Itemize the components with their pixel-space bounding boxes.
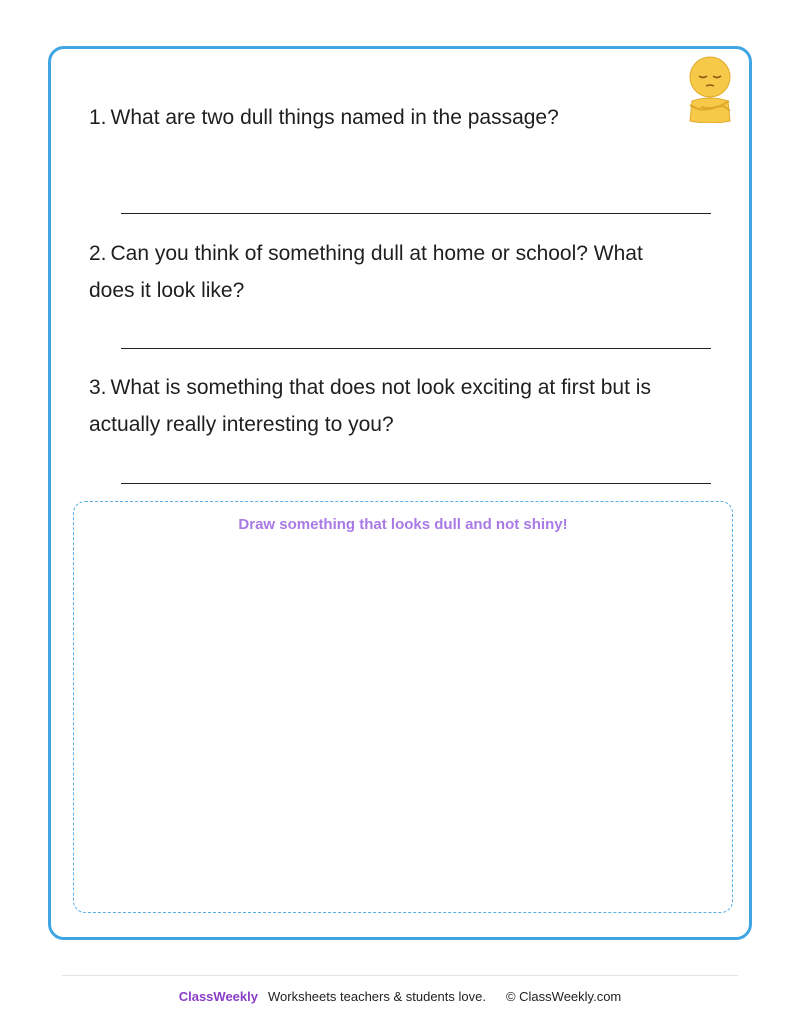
question-text: Can you think of something dull at home or school? What does it look like? (89, 242, 643, 302)
footer-copyright: © ClassWeekly.com (505, 989, 622, 1004)
drawing-prompt: Draw something that looks dull and not shiny! (238, 516, 568, 533)
answer-line-3[interactable] (121, 483, 711, 484)
worksheet-card (48, 46, 752, 940)
answer-line-2[interactable] (121, 348, 711, 349)
question-text: What are two dull things named in the passage? (110, 106, 559, 129)
question-number: 1. (89, 106, 107, 129)
question-3 (89, 369, 689, 443)
footer-tagline: Worksheets teachers & students love. (267, 989, 486, 1004)
sleepy-person-icon (685, 55, 735, 123)
answer-line-1[interactable] (121, 213, 711, 214)
question-number: 3. (89, 376, 107, 399)
question-text: What is something that does not look exciting at first but is actually really interesting to you? (89, 376, 651, 436)
question-2 (89, 235, 689, 309)
footer (0, 989, 800, 1004)
drawing-area[interactable] (73, 501, 733, 913)
question-1 (89, 99, 689, 136)
question-number: 2. (89, 242, 107, 265)
footer-brand: ClassWeekly (178, 989, 258, 1004)
footer-divider (62, 975, 738, 976)
